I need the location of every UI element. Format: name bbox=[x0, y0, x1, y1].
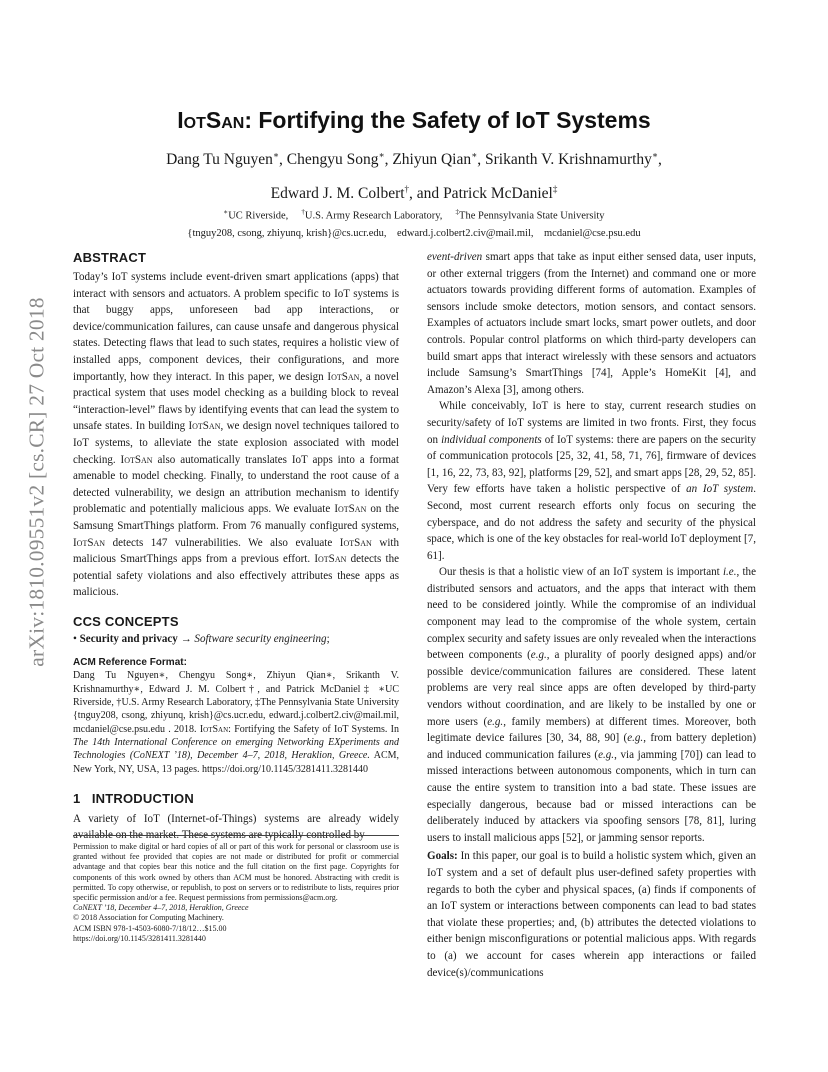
author-name: Chengyu Song bbox=[286, 151, 379, 169]
affiliation-mark: † bbox=[404, 184, 410, 194]
affiliation-mark: † bbox=[301, 208, 305, 216]
affiliation-ucr: UC Riverside, bbox=[228, 210, 289, 222]
body-paragraph: Our thesis is that a holistic view of an IoT system is important i.e., the distributed sensors and actuators, and the apps that interact with them need to be considered jointly. While the compromise of an individual component may lead to the compromise of the whole system, certain complex security and safety issues are only revealed when the interactions between components (e.g., a plurality of poorly designed apps) and/or possible device/communication failures are considered. These latent problems are very real since apps are often developed by third-party vendors without coordination, and are likely to be installed by one or more users (e.g., family members) at different times. Moreover, both legitimate device failures [30, 34, 88, 90] (e.g., from battery depletion) and induced communication failures (e.g., via jamming [70]) can lead to missed interactions between autonomous components, which in turn can cause the entire system to transition into a bad state. These issues are especially dangerous, because bad or missed interactions can be deliberately induced by attackers via spoofing sensors [78, 81], luring users to install malicious apps [52], or jamming sensor reports. bbox=[427, 566, 757, 844]
author-line-2 bbox=[0, 184, 828, 203]
intro-text: A variety of IoT (Internet-of-Things) systems are already widely available on the market. These systems are typically controlled by bbox=[73, 812, 399, 842]
affiliation-mark: ‡ bbox=[455, 208, 460, 216]
abstract-text: Today’s IoT systems include event-driven smart applications (apps) that interact with sensors and actuators. A problem specific to IoT systems is that buggy apps, unforeseen bad app interactions, or device/communication failures, can cause unsafe and dangerous physical states. Detecting flaws that lead to such states, requires a holistic view of installed apps, component devices, their configurations, and more importantly, how they interact. In this paper, we design IotSan, a novel practical system that uses model checking as a building block to reveal “interaction-level” flaws by identifying events that can lead the system to unsafe states. In building IotSan, we design novel techniques tailored to IoT systems, to alleviate the state explosion associated with model checking. IotSan also automatically translates IoT apps into a format amenable to model checking. Finally, to understand the root cause of a detected vulnerability, we design an attribution mechanism to identify problematic and potentially malicious apps. We evaluate IotSan on the Samsung SmartThings platform. From 76 manually configured systems, IotSan detects 147 vulnerabilities. We also evaluate IotSan with malicious SmartThings apps from a previous effort. IotSan detects the potential safety violations and also effectively attributes these apps as malicious. bbox=[73, 271, 400, 599]
title-system-name: IotSan bbox=[177, 107, 245, 133]
acm-reference-text: Dang Tu Nguyen∗, Chengyu Song∗, Zhiyun Qian∗, Srikanth V. Krishnamurthy∗, Edward J. M. Colbert†, and Patrick McDaniel‡ ∗UC Riverside, †U.S. Army Research Laboratory, ‡The Pennsylvania State University {tnguy208, csong, zhiyunq, krish}@cs.ucr.edu, edward.j.colbert2.civ@mail.mil, mcdaniel@cse.psu.edu . 2018. IotSan: Fortifying the Safety of IoT Systems. In The 14th International Conference on emerging Networking EXperiments and Technologies (CoNEXT ’18), December 4–7, 2018, Heraklion, Greece. ACM, New York, NY, USA, 13 pages. https://doi.org/10.1145/3281411.3281440 bbox=[73, 670, 400, 775]
body-paragraph: While conceivably, IoT is here to stay, current research studies on security/safety of IoT systems are limited in two fronts. First, they focus on individual components of IoT systems: there are papers on the security of communication protocols [25, 32, 41, 58, 71, 76], firmware of devices [1, 16, 22, 73, 83, 92], platforms [29, 52], and smart apps [28, 29, 52, 85]. Very few efforts have taken a holistic perspective of an IoT system. Second, most current research efforts only focus on securing the cyberspace, and do not address the safety and security of the physical space, which is one of the key obstacles for real-world IoT deployment [7, 61]. bbox=[427, 400, 756, 562]
intro-heading: 1 INTRODUCTION bbox=[73, 790, 194, 806]
affiliation-psu: The Pennsylvania State University bbox=[459, 210, 605, 222]
affiliation-mark: ∗ bbox=[272, 150, 279, 160]
paper-title bbox=[0, 107, 828, 134]
affiliations bbox=[0, 208, 828, 222]
affiliation-mark: ∗ bbox=[223, 208, 229, 216]
author-name: Srikanth V. Krishnamurthy bbox=[485, 151, 652, 169]
permission-footnote bbox=[73, 835, 399, 944]
acm-reference-heading: ACM Reference Format: bbox=[73, 657, 187, 669]
body-paragraph: event-driven smart apps that take as input either sensed data, user inputs, or other external triggers (from the Internet) and command one or more actuators towards providing different forms of automation. Examples of sensors include smoke detectors, motion sensors, and contact sensors. Examples of actuators include smart locks, smart power outlets, and door controls. Popular control platforms on which third-party developers can build smart apps that interact wirelessly with these sensors and actuators include Samsung’s SmartThings [74], Apple’s HomeKit [4], and Amazon’s Alexa [3], among others. bbox=[427, 251, 756, 396]
arxiv-identifier bbox=[22, 289, 52, 675]
permission-text: Permission to make digital or hard copies of all or part of this work for personal or classroom use is granted without fee provided that copies are not made or distributed for profit or commercial advantage and that copies bear this notice and the full citation on the first page. Copyrights for components of this work owned by others than ACM must be honored. Abstracting with credit is permitted. To copy otherwise, or republish, to post on servers or to redistribute to lists, requires prior specific permission and/or a fee. Request permissions from permissions@acm.org. bbox=[73, 842, 399, 903]
author-name: Zhiyun Qian bbox=[392, 151, 472, 169]
author-name: Patrick McDaniel bbox=[443, 185, 553, 203]
doi-line: https://doi.org/10.1145/3281411.3281440 bbox=[73, 933, 206, 943]
ccs-heading: CCS CONCEPTS bbox=[73, 613, 179, 629]
author-separator: , and bbox=[409, 185, 444, 203]
arxiv-identifier-text: arXiv:1810.09551v2 [cs.CR] 27 Oct 2018 bbox=[24, 297, 49, 667]
ccs-concepts: • Security and privacy → Software security engineering; bbox=[73, 632, 330, 645]
author-name: Dang Tu Nguyen bbox=[166, 151, 273, 169]
isbn-line: ACM ISBN 978-1-4503-6080-7/18/12…$15.00 bbox=[73, 923, 227, 933]
abstract-heading: ABSTRACT bbox=[73, 250, 147, 265]
conference-line: CoNEXT ’18, December 4–7, 2018, Heraklion, Greece bbox=[73, 903, 249, 913]
author-line-1: Dang Tu Nguyen∗, Chengyu Song∗, Zhiyun Qian∗, Srikanth V. Krishnamurthy∗, bbox=[166, 150, 662, 169]
author-emails: {tnguy208, csong, zhiyunq, krish}@cs.ucr.edu, edward.j.colbert2.civ@mail.mil, mcdaniel@cse.psu.edu bbox=[187, 228, 641, 239]
affiliation-army: U.S. Army Research Laboratory, bbox=[304, 210, 443, 222]
affiliation-mark: ‡ bbox=[552, 184, 558, 194]
author-name: Edward J. M. Colbert bbox=[270, 185, 405, 203]
affiliation-mark: ∗ bbox=[471, 150, 478, 160]
right-column bbox=[427, 249, 756, 981]
left-column bbox=[73, 249, 399, 844]
title-rest: : Fortifying the Safety of IoT Systems bbox=[244, 107, 651, 133]
affiliation-mark: ∗ bbox=[651, 150, 659, 160]
goals-paragraph: Goals: In this paper, our goal is to build a holistic system which, given an IoT system and a set of default plus user-defined safety properties with regards to both the cyber and physical spaces, (a) finds if components of an IoT system or interactions between components can lead to bad states that violate these properties; and, (b) attributes the detected violations to either benign misconfigurations or potential malicious apps. With regards to (a) we account for cases wherein app interactions or failed device(s)/communications bbox=[427, 850, 756, 979]
affiliation-mark: ∗ bbox=[378, 150, 385, 160]
copyright-line: © 2018 Association for Computing Machinery. bbox=[73, 913, 224, 923]
